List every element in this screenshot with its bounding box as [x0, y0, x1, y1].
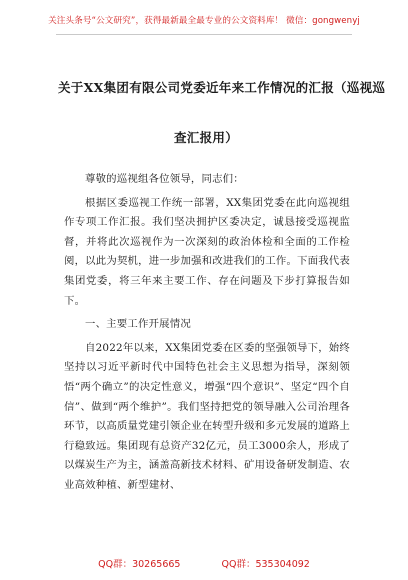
section-paragraph: 自2022年以来，XX集团党委在区委的坚强领导下，始终坚持以习近平新时代中国特色社会主义思想为指导，深刻领悟“两个确立”的决定性意义，增强“四个意识”、坚定“四个自信”、做到“两个维护”。我们坚持把党的领导融入公司治理各环节，以高质量党建引领企业在转型升级和多元发展的道路上行稳致远。集团现有总资产32亿元，员工3000余人，形成了以煤炭生产为主，涵盖高新技术材料、矿用设备研发制造、农业高效种植、新型建材、: [64, 341, 350, 491]
footer-qq-group-2: QQ群：535304092: [221, 559, 310, 570]
footer-qq-group-1: QQ群：30265665: [98, 559, 181, 570]
section-heading: 一、主要工作开展情况: [85, 318, 191, 331]
header-divider: [56, 34, 352, 35]
document-title-continuation: 查汇报用）: [174, 130, 239, 145]
intro-paragraph: 根据区委巡视工作统一部署，XX集团党委在此向巡视组作专项工作汇报。我们坚决拥护区委决定，诚恳接受巡视监督，并将此次巡视作为一次深刻的政治体检和全面的工作检阅，以此为契机，进一步加强和改进我们的工作。下面我代表集团党委，将三年来主要工作、存在问题及下步打算报告如下。: [64, 196, 350, 307]
document-title: 关于XX集团有限公司党委近年来工作情况的汇报（巡视巡: [58, 80, 386, 95]
footer: [0, 556, 408, 570]
header-banner: 关注头条号“公文研究”，获得最新最全最专业的公文资料库！ 微信：gongwenyj: [48, 16, 360, 26]
document-body: [64, 170, 350, 500]
greeting: 尊敬的巡视组各位领导，同志们：: [85, 173, 244, 185]
